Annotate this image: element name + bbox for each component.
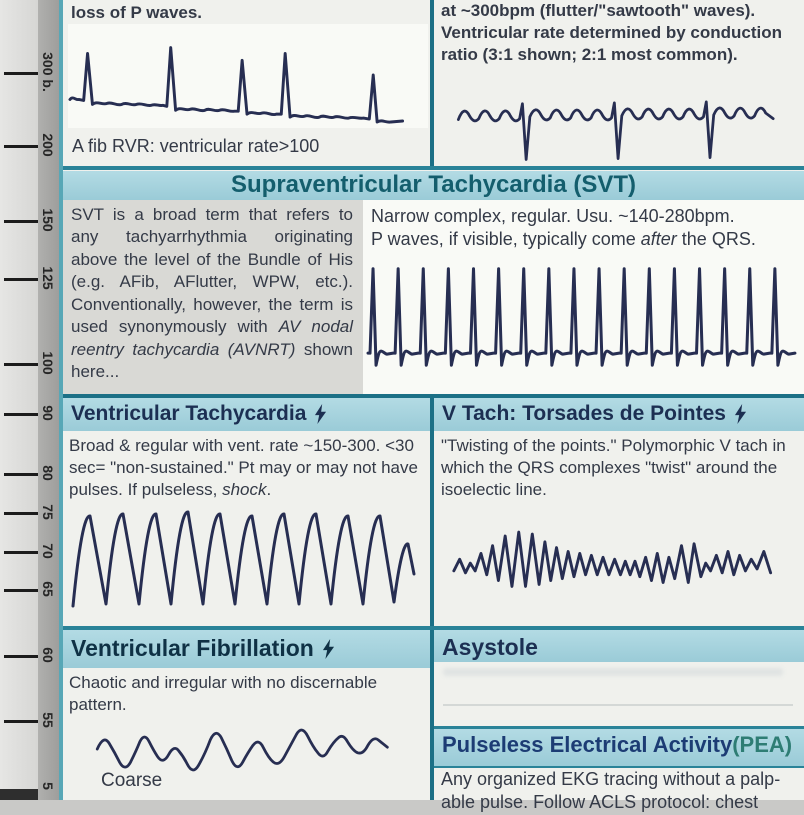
aflutter-text-line3: ratio (3:1 shown; 2:1 most common).	[441, 45, 738, 65]
ruler-label: 65	[40, 581, 56, 597]
ruler-scale-strip	[38, 0, 59, 800]
aflutter-text-line2: Ventricular rate determined by conduction	[441, 23, 783, 43]
vfib-trace-label: Coarse	[101, 770, 163, 791]
svt-body-italic: AV nodal reentry tachycardia (AVNRT)	[71, 317, 353, 359]
afib-caption: A fib RVR: ventricular rate>100	[72, 136, 320, 156]
asystole-header-band	[434, 630, 804, 662]
pea-body-line2: able pulse. Follow ACLS protocol: chest	[441, 792, 759, 813]
ruler-tick	[4, 413, 38, 416]
afib-ekg-trace	[68, 24, 428, 128]
vfib-header-band	[63, 630, 430, 668]
ruler-label: 90	[40, 405, 56, 421]
pea-header-band	[434, 726, 804, 768]
pea-title: Pulseless Electrical Activity	[442, 732, 733, 757]
vfib-body: Chaotic and irregular with no discernable pattern.	[69, 673, 378, 715]
ruler-label: 200	[40, 133, 56, 157]
photo-background-strip	[0, 0, 38, 800]
reference-card	[59, 0, 804, 813]
ruler-label: 80	[40, 465, 56, 481]
ruler-tick	[4, 72, 38, 75]
vtach-title: Ventricular Tachycardia	[71, 402, 307, 425]
torsades-body: "Twisting of the points." Polymorphic V tach in which the QRS complexes "twist" around the isoelectic line.	[441, 436, 786, 500]
pea-body-line1: Any organized EKG tracing without a palp-	[441, 769, 781, 789]
section-divider	[63, 166, 804, 170]
lightning-bolt-icon	[734, 404, 747, 424]
vtach-header-band	[63, 398, 430, 431]
lightning-bolt-icon	[322, 639, 335, 659]
torsades-ekg-trace	[436, 505, 802, 629]
vtach-ekg-trace	[67, 504, 427, 626]
aflutter-text-line1: at ~300bpm (flutter/"sawtooth" waves).	[441, 1, 756, 20]
svt-paragraph-box	[63, 200, 363, 394]
ruler-tick	[4, 655, 38, 658]
ruler-label: 60	[40, 647, 56, 663]
ruler-tick	[4, 145, 38, 148]
vtach-body-italic: shock	[222, 480, 267, 500]
pea-title-abbr: (PEA)	[732, 732, 793, 757]
vtach-body-end: .	[266, 480, 272, 500]
lightning-bolt-icon	[314, 404, 327, 424]
svt-ekg-trace	[365, 254, 802, 392]
afib-intro-text: loss of P waves.	[71, 3, 203, 22]
asystole-flatline-trace	[443, 704, 793, 706]
ruler-tick	[4, 220, 38, 223]
svt-body-end: shown here...	[71, 339, 353, 382]
ruler-label: 75	[40, 504, 56, 520]
torsades-title: V Tach: Torsades de Pointes	[442, 402, 726, 425]
svt-right-line2c: the QRS.	[676, 229, 756, 250]
afib-trace-box	[68, 24, 428, 128]
ruler-label: 5	[40, 782, 56, 790]
aflutter-ekg-trace	[436, 62, 802, 166]
ruler-tick	[4, 512, 38, 515]
svt-header-band	[63, 171, 804, 200]
asystole-title: Asystole	[442, 634, 538, 660]
ruler-tick	[4, 720, 38, 723]
ruler-tick	[4, 589, 38, 592]
ruler-label: 100	[40, 351, 56, 375]
ruler-tick	[4, 551, 38, 554]
ruler-label: 150	[40, 208, 56, 232]
ruler-label: 125	[40, 266, 56, 290]
svt-right-line2-italic: after	[640, 229, 677, 250]
ruler-label: 55	[40, 712, 56, 728]
vfib-title: Ventricular Fibrillation	[71, 635, 314, 661]
ruler-tick	[4, 363, 38, 366]
torsades-header-band	[434, 398, 804, 431]
asystole-ghost-text	[443, 668, 783, 676]
svt-body-text: SVT is a broad term that refers to any tachyarrhythmia originating above the level of the Bundle of His (e.g. AFib, AFlutter, WPW, etc.). Conventionally, however, the term is used synonymously with	[71, 205, 353, 337]
ruler-label: 300 b.	[40, 52, 56, 92]
vtach-body: Broad & regular with vent. rate ~150-300. <30 sec= "non-sustained." Pt may or may not have pulses. If pulseless,	[69, 436, 418, 500]
ruler-tick	[4, 278, 38, 281]
svt-right-line1: Narrow complex, regular. Usu. ~140-280bpm.	[371, 206, 735, 226]
ruler-end-bar	[0, 789, 38, 800]
column-divider	[430, 0, 434, 166]
svt-right-line2a: P waves, if visible, typically come	[371, 229, 641, 250]
svt-title: Supraventricular Tachycardia (SVT)	[230, 171, 637, 198]
ruler-tick	[4, 473, 38, 476]
ruler-label: 70	[40, 543, 56, 559]
